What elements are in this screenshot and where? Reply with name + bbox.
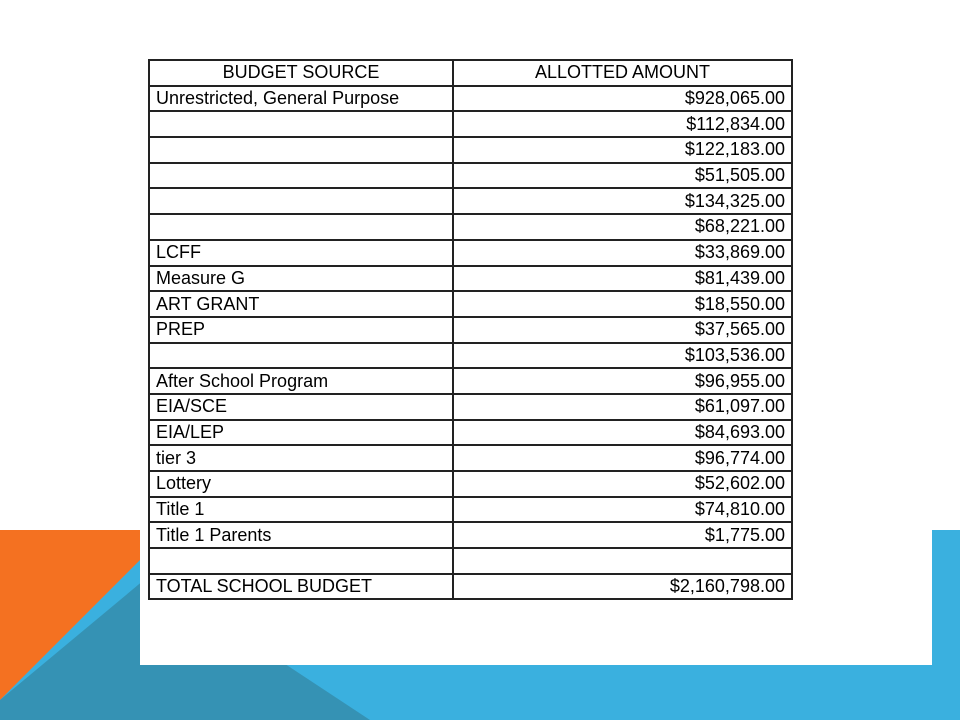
allotted-amount-cell: $112,834.00 [453, 111, 792, 137]
allotted-amount-cell: $61,097.00 [453, 394, 792, 420]
table-row [149, 86, 792, 112]
column-header-budget-source: BUDGET SOURCE [149, 60, 453, 86]
allotted-amount-cell: $51,505.00 [453, 163, 792, 189]
table-row [149, 394, 792, 420]
budget-source-cell [149, 111, 453, 137]
table-row [149, 471, 792, 497]
budget-source-cell: Unrestricted, General Purpose [149, 86, 453, 112]
allotted-amount-cell: $81,439.00 [453, 266, 792, 292]
budget-source-cell: Title 1 [149, 497, 453, 523]
table-row [149, 214, 792, 240]
budget-source-cell [149, 188, 453, 214]
table-row [149, 574, 792, 600]
allotted-amount-cell: $96,955.00 [453, 368, 792, 394]
table-row [149, 266, 792, 292]
table-row [149, 343, 792, 369]
budget-source-cell [149, 214, 453, 240]
budget-source-cell: PREP [149, 317, 453, 343]
table-row [149, 420, 792, 446]
allotted-amount-cell: $74,810.00 [453, 497, 792, 523]
table-row [149, 163, 792, 189]
budget-source-cell: TOTAL SCHOOL BUDGET [149, 574, 453, 600]
table-row [149, 188, 792, 214]
budget-source-cell: After School Program [149, 368, 453, 394]
allotted-amount-cell: $33,869.00 [453, 240, 792, 266]
budget-table-body [149, 86, 792, 600]
budget-source-cell: Title 1 Parents [149, 522, 453, 548]
budget-source-cell: EIA/LEP [149, 420, 453, 446]
table-row [149, 291, 792, 317]
table-row [149, 548, 792, 574]
allotted-amount-cell: $2,160,798.00 [453, 574, 792, 600]
allotted-amount-cell: $1,775.00 [453, 522, 792, 548]
table-row [149, 137, 792, 163]
allotted-amount-cell: $103,536.00 [453, 343, 792, 369]
allotted-amount-cell: $52,602.00 [453, 471, 792, 497]
allotted-amount-cell: $18,550.00 [453, 291, 792, 317]
budget-table [148, 59, 793, 600]
budget-source-cell: tier 3 [149, 445, 453, 471]
table-row [149, 445, 792, 471]
budget-source-cell [149, 137, 453, 163]
allotted-amount-cell: $122,183.00 [453, 137, 792, 163]
budget-source-cell: EIA/SCE [149, 394, 453, 420]
budget-source-cell: Lottery [149, 471, 453, 497]
allotted-amount-cell: $68,221.00 [453, 214, 792, 240]
budget-source-cell [149, 343, 453, 369]
table-header-row [149, 60, 792, 86]
allotted-amount-cell [453, 548, 792, 574]
budget-source-cell: ART GRANT [149, 291, 453, 317]
table-row [149, 522, 792, 548]
allotted-amount-cell: $134,325.00 [453, 188, 792, 214]
table-row [149, 240, 792, 266]
budget-source-cell [149, 548, 453, 574]
budget-source-cell: Measure G [149, 266, 453, 292]
allotted-amount-cell: $84,693.00 [453, 420, 792, 446]
table-row [149, 111, 792, 137]
budget-source-cell: LCFF [149, 240, 453, 266]
table-row [149, 317, 792, 343]
table-row [149, 497, 792, 523]
allotted-amount-cell: $928,065.00 [453, 86, 792, 112]
allotted-amount-cell: $96,774.00 [453, 445, 792, 471]
budget-source-cell [149, 163, 453, 189]
table-row [149, 368, 792, 394]
column-header-allotted-amount: ALLOTTED AMOUNT [453, 60, 792, 86]
allotted-amount-cell: $37,565.00 [453, 317, 792, 343]
